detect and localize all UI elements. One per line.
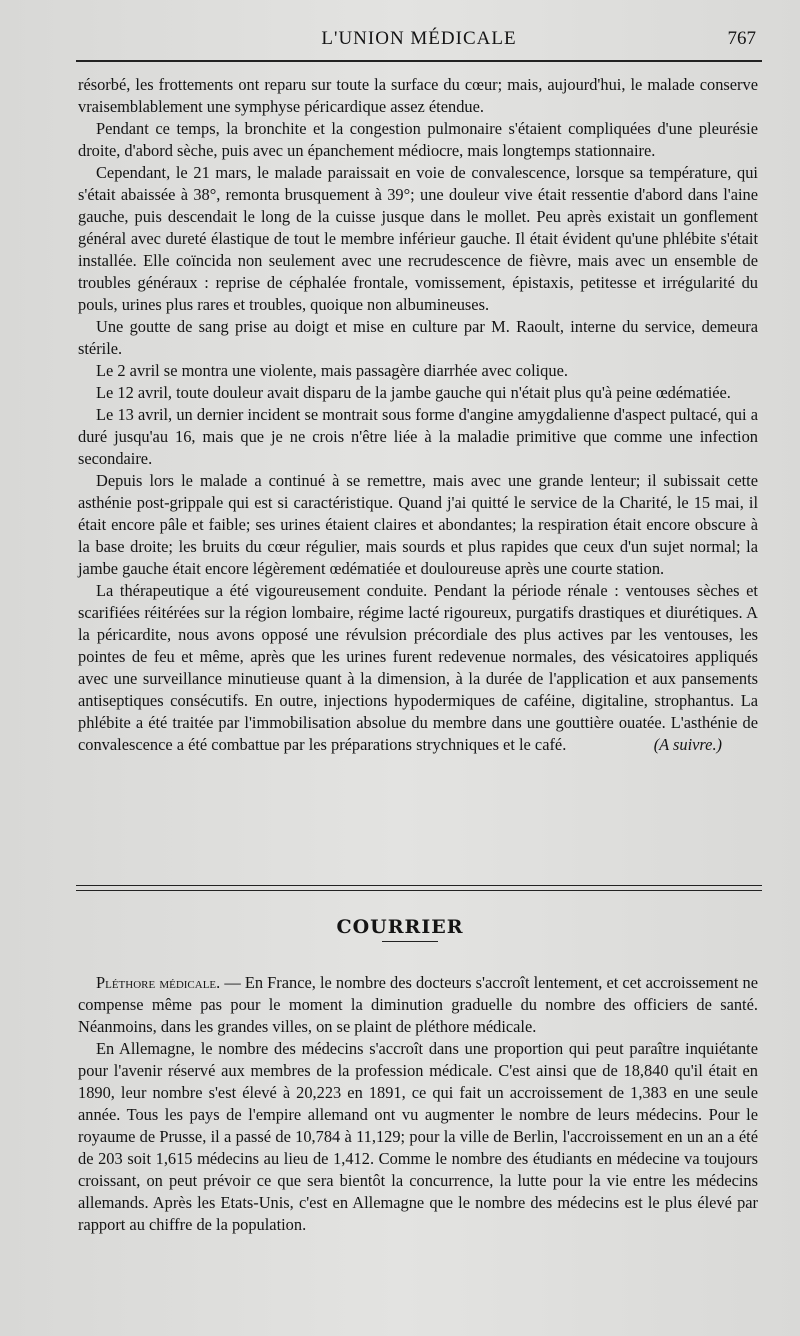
to-be-continued: (A suivre.) <box>653 735 722 754</box>
title-underline <box>382 941 438 942</box>
article-paragraph: résorbé, les frottements ont reparu sur toute la surface du cœur; mais, aujourd'hui, le malade conserve vraisemblablement une symphyse péricardique assez étendue. <box>78 75 758 116</box>
section-divider <box>76 885 762 891</box>
article-continuation <box>78 74 758 756</box>
header-rule <box>76 60 762 62</box>
article-paragraph: Le 12 avril, toute douleur avait disparu de la jambe gauche qui n'était plus qu'à peine œdématiée. <box>96 383 731 402</box>
article-paragraph: Cependant, le 21 mars, le malade paraissait en voie de convalescence, lorsque sa température, qui s'était abaissée à 38°, remonta brusquement à 39°; une douleur vive était ressentie d'abord dans l'aine gauche, puis descendait le long de la cuisse jusque dans le mollet. Peu après existait un gonflement général avec dureté élastique de tout le membre inférieur gauche. Il était évident qu'une phlébite s'était installée. Elle coïncida non seulement avec une recrudescence de fièvre, mais avec un ensemble de troubles généraux : reprise de céphalée frontale, vomissement, épistaxis, petitesse et irrégularité du pouls, urines plus rares et troubles, quoique non albumineuses. <box>78 163 758 314</box>
article-paragraph: Le 13 avril, un dernier incident se montrait sous forme d'angine amygdalienne d'aspect pultacé, qui a duré jusqu'au 16, mais que je ne crois n'être liée à la maladie primitive que comme une infection secondaire. <box>78 405 758 468</box>
courrier-paragraph: En Allemagne, le nombre des médecins s'accroît dans une proportion qui peut paraître inquiétante pour l'avenir réservé aux membres de la profession médicale. C'est ainsi que de 18,840 qu'il était en 1890, leur nombre s'est élevé à 20,223 en 1891, ce qui fait un accroissement de 1,383 en une seule année. Tous les pays de l'empire allemand ont vu augmenter le nombre de leurs médecins. Pour le royaume de Prusse, il a passé de 10,784 à 11,129; pour la ville de Berlin, l'accroissement en un an a été de 203 soit 1,615 médecins au lieu de 1,412. Comme le nombre des étudiants en médecine va toujours croissant, on peut prévoir ce que sera bientôt la concurrence, la lutte pour la vie entre les médecins allemands. Après les Etats-Unis, c'est en Allemagne que le nombre des médecins est le plus élevé par rapport au chiffre de la population. <box>78 1039 758 1234</box>
article-paragraph: Une goutte de sang prise au doigt et mise en culture par M. Raoult, interne du service, demeura stérile. <box>78 317 758 358</box>
article-paragraph <box>78 580 758 756</box>
article-paragraph: Depuis lors le malade a continué à se remettre, mais avec une grande lenteur; il subissait cette asthénie post-grippale qui est si caractéristique. Quand j'ai quitté le service de la Charité, le 15 mai, il était encore pâle et faible; ses urines étaient claires et abondantes; la respiration était encore obscure à la base droite; les bruits du cœur régulier, mais sourds et plus rapides que ceux d'un sujet normal; la jambe gauche était encore légèrement œdématiée et douloureuse après une courte station. <box>78 471 758 578</box>
courrier-paragraph <box>78 972 758 1038</box>
article-paragraph-text: La thérapeutique a été vigoureusement conduite. Pendant la période rénale : ventouses sèches et scarifiées réitérées sur la région lombaire, régime lacté rigoureux, purgatifs drastiques et diurétiques. A la péricardite, nous avons opposé une révulsion précordiale des plus actives par les ventouses, les pointes de feu et même, après que les urines furent redevenue normales, des vésicatoires appliqués avec une surveillance minutieuse quant à la dimension, à la durée de l'application et aux pansements antiseptiques consécutifs. En outre, injections hypodermiques de caféine, digitaline, strophantus. La phlébite a été traitée par l'immobilisation absolue du membre dans une gouttière ouatée. L'asthénie de convalescence a été combattue par les préparations strychniques et le café. <box>78 581 758 754</box>
article-paragraph: Pendant ce temps, la bronchite et la congestion pulmonaire s'étaient compliquées d'une pleurésie droite, d'abord sèche, puis avec un épanchement médiocre, mais longtemps stationnaire. <box>78 119 758 160</box>
courrier-title: COURRIER <box>336 916 464 938</box>
page-number: 767 <box>727 28 756 49</box>
courrier-lead-in: Pléthore médicale. <box>96 973 221 992</box>
running-title: L'UNION MÉDICALE <box>321 28 517 49</box>
article-paragraph: Le 2 avril se montra une violente, mais passagère diarrhée avec colique. <box>96 361 568 380</box>
page-header <box>76 28 762 58</box>
courrier-section <box>78 972 758 1236</box>
courrier-paragraph-text: — En France, le nombre des docteurs s'accroît lentement, et cet accroissement ne compense même pas pour le moment la diminution graduelle du nombre des officiers de santé. Néanmoins, dans les grandes villes, on se plaint de pléthore médicale. <box>78 973 758 1036</box>
